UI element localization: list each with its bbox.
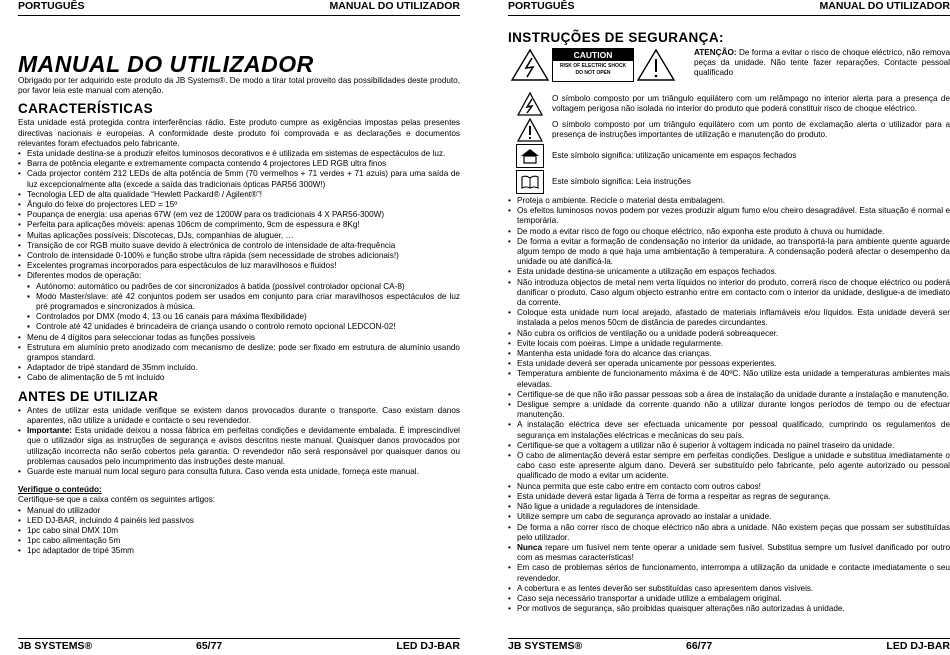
- footer-brand: JB SYSTEMS®: [508, 640, 583, 652]
- caution-block: [508, 48, 950, 90]
- attention-text: ATENÇÃO: De forma a evitar o risco de choque eléctrico, não remova peças da unidade. Não tente fazer reparações. Contacte pessoal qualificado: [694, 48, 950, 78]
- check-contents-intro: Certifique-se que a caixa contém os seguintes artigos:: [18, 495, 216, 505]
- list-item: • Esta unidade deverá ser operada unicamente por pessoas experientes.: [508, 359, 950, 369]
- caution-sign: [552, 48, 634, 82]
- list-item: • Manual do utilizador: [18, 506, 460, 516]
- list-item: ▪ Modo Master/slave: até 42 conjuntos podem ser usados em conjunto para criar maravilhosos espectáculos de luz pré programados e sincronizados à música.: [27, 292, 460, 312]
- list-item: • Perfeita para aplicações móveis: apenas 106cm de comprimento, 9cm de espessura e 8Kg!: [18, 220, 460, 230]
- list-item: • Esta unidade deverá estar ligada à Terra de forma a respeitar as regras de segurança.: [508, 492, 950, 502]
- caution-title: CAUTION: [553, 49, 633, 61]
- list-item: • 1pc cabo sinal DMX 10m: [18, 526, 460, 536]
- list-item: • Muitas aplicações possíveis: Discotecas, DJs, companhias de aluguer, …: [18, 231, 460, 241]
- list-item: • Utilize sempre um cabo de segurança aprovado ao instalar a unidade.: [508, 512, 950, 522]
- list-item: • Em caso de problemas sérios de funcionamento, interrompa a utilização da unidade e contacte imediatamente o seu revendedor.: [508, 563, 950, 583]
- list-item: • Proteja o ambiente. Recicle o material desta embalagem.: [508, 196, 950, 206]
- list-item: • 1pc adaptador de tripé 35mm: [18, 546, 460, 556]
- list-item: • Menu de 4 dígitos para seleccionar todas as funções possíveis: [18, 333, 460, 343]
- modes-list: [27, 282, 460, 333]
- list-item: • Diferentes modos de operação:: [18, 271, 460, 281]
- lightning-triangle-icon: [512, 50, 548, 80]
- footer-product: LED DJ-BAR: [886, 640, 950, 652]
- list-item: • Por motivos de segurança, são proibidas quaisquer alterações não autorizadas à unidade.: [508, 604, 950, 614]
- left-page: [0, 0, 460, 654]
- features-heading: CARACTERÍSTICAS: [18, 101, 154, 117]
- caution-line-2: DO NOT OPEN: [575, 69, 611, 76]
- before-use-list: [18, 406, 460, 477]
- left-body: [18, 16, 460, 636]
- symbol-text: O símbolo composto por um triângulo equilátero com um relâmpago no interior alerta para a presença de voltagem perigosa não isolada no interior do produto que poderá constituir risco de choque eléctrico.: [552, 93, 950, 113]
- list-item: • Importante: Esta unidade deixou a nossa fábrica em perfeitas condições e devidamente embalada. É imprescindível que o utilizador siga as instruções de segurança e avisos descritos neste manual. Quaisquer danos provocados por utilização incorrecta não serão cobertos pela garantia. O revendedor não será responsável por quaisquer danos ou problemas causados pelo incumprimento das instruções deste manual.: [18, 426, 460, 467]
- symbol-text: Este símbolo significa: Leia instruções: [552, 176, 691, 186]
- list-item: • Excelentes programas incorporados para espectáculos de luz maravilhosos e fluidos!: [18, 261, 460, 271]
- exclamation-triangle-icon: [517, 118, 543, 142]
- list-item: • Adaptador de tripé standard de 35mm incluído.: [18, 363, 460, 373]
- features-list-continued: [18, 333, 460, 384]
- check-contents-heading: Verifique o conteúdo:: [18, 485, 102, 495]
- list-item: • Tecnologia LED de alta qualidade “Hewlett Packard® / Agilent®”!: [18, 190, 460, 200]
- list-item: • Certifique-se que a voltagem a utilizar não é superior à voltagem indicada no painel traseiro da unidade.: [508, 441, 950, 451]
- header-title: MANUAL DO UTILIZADOR: [329, 0, 460, 12]
- list-item: • Os efeitos luminosos novos podem por vezes produzir algum fumo e/ou cheiro desagradável. Esta situação é normal e temporária.: [508, 206, 950, 226]
- list-item: • Nunca permita que este cabo entre em contacto com outros cabos!: [508, 482, 950, 492]
- footer-page-number: 65/77: [196, 640, 223, 652]
- list-item: • Caso seja necessário transportar a unidade utilize a embalagem original.: [508, 594, 950, 604]
- header-language: PORTUGUÊS: [18, 0, 85, 12]
- list-item: • Esta unidade destina-se a produzir efeitos luminosos decorativos e é utilizada em sistemas de espectáculos de luz.: [18, 149, 460, 159]
- list-item: • Cada projector contém 212 LEDs de alta potência de 5mm (70 vermelhos + 71 verdes + 71 azuis) para uma saída de luz excepcionalmente alta (excede a saída das tradicionais ópticas PAR56 300W!): [18, 169, 460, 189]
- list-item: • 1pc cabo alimentação 5m: [18, 536, 460, 546]
- list-item: • Antes de utilizar esta unidade verifique se existem danos provocados durante o transporte. Caso existam danos aparentes, não utilize a unidade e contacte o seu revendedor.: [18, 406, 460, 426]
- list-item: • Desligue sempre a unidade da corrente quando não a utilizar durante longos períodos de tempo ou de efectuar manutenção.: [508, 400, 950, 420]
- contents-list: [18, 506, 460, 557]
- list-item: • Coloque esta unidade num local arejado, afastado de materiais inflamáveis e/ou líquidos. Esta unidade deverá ser instalada a pelos menos 50cm de distância de paredes circundantes.: [508, 308, 950, 328]
- list-item: • Transição de cor RGB muito suave devido à electrónica de controlo de intensidade de alta-frequência: [18, 241, 460, 251]
- list-item: • Esta unidade destina-se unicamente a utilização em espaços fechados.: [508, 267, 950, 277]
- list-item: • Nunca repare um fusível nem tente operar a unidade sem fusível. Substitua sempre um fusível danificado por outro com as mesmas características!: [508, 543, 950, 563]
- list-item: • Não introduza objectos de metal nem verta líquidos no interior do produto, correrá risco de choque eléctrico ou poderá danificar o produto. Caso algum objecto estranho entre em contacto com o interior da unidade, desligue-a de imediato da corrente.: [508, 278, 950, 309]
- list-item: • Evite locais com poeiras. Limpe a unidade regularmente.: [508, 339, 950, 349]
- list-item: • LED DJ-BAR, incluindo 4 painéis led passivos: [18, 516, 460, 526]
- header-title: MANUAL DO UTILIZADOR: [819, 0, 950, 12]
- page-header: [508, 0, 950, 16]
- list-item: • Não ligue a unidade a reguladores de intensidade.: [508, 502, 950, 512]
- page-header: [18, 0, 460, 16]
- list-item: • O cabo de alimentação deverá estar sempre em perfeitas condições. Desligue a unidade e substitua imediatamente o cabo caso este apresente algum dano. Deverá ser substituído pelo fabricante, pelo agente autorizado ou pessoal qualificado de modo a evitar um acidente.: [508, 451, 950, 482]
- page-footer: [508, 638, 950, 655]
- list-item: • De modo a evitar risco de fogo ou choque eléctrico, não exponha este produto à chuva ou humidade.: [508, 227, 950, 237]
- list-item: ▪ Controle até 42 unidades é brincadeira de criança usando o controlo remoto opcional LEDCON-02!: [27, 322, 460, 332]
- symbol-row: [508, 170, 950, 194]
- symbol-text: O símbolo composto por um triângulo equilátero com um ponto de exclamação alerta o utilizador para a presença de instruções importantes de utilização e manutenção do produto.: [552, 119, 950, 139]
- safety-heading: INSTRUÇÕES DE SEGURANÇA:: [508, 30, 724, 45]
- list-item: • De forma a evitar a formação de condensação no interior da unidade, ao transportá-la para ambiente quente aguarde algum tempo de modo a que haja uma ambientação à temperatura. A condensação poderá afectar o desempenho da unidade ou até danificá-la.: [508, 237, 950, 268]
- footer-product: LED DJ-BAR: [396, 640, 460, 652]
- list-item: • Barra de potência elegante e extremamente compacta contendo 4 projectores LED RGB ultra finos: [18, 159, 460, 169]
- right-page: [490, 0, 950, 654]
- symbol-row: [508, 92, 950, 116]
- list-item: • Poupança de energia: usa apenas 67W (em vez de 1200W para os tradicionais 4 X PAR56-300W): [18, 210, 460, 220]
- caution-label: [508, 48, 694, 90]
- symbol-text: Este símbolo significa: utilização unicamente em espaços fechados: [552, 150, 797, 160]
- page-footer: [18, 638, 460, 655]
- before-use-heading: ANTES DE UTILIZAR: [18, 388, 159, 404]
- lightning-triangle-icon: [517, 92, 543, 116]
- manual-title: MANUAL DO UTILIZADOR: [18, 51, 314, 77]
- list-item: • Mantenha esta unidade fora do alcance das crianças.: [508, 349, 950, 359]
- footer-page-number: 66/77: [686, 640, 713, 652]
- caution-line-1: RISK OF ELECTRIC SHOCK: [559, 63, 627, 69]
- list-item: • A instalação eléctrica deve ser efectuada unicamente por pessoal qualificado, cumprindo os regulamentos de segurança em instalações eléctricas e mecânicas do seu país.: [508, 420, 950, 440]
- symbol-row: [508, 118, 950, 142]
- right-body: [508, 16, 950, 636]
- list-item: • De forma a não correr risco de choque eléctrico não abra a unidade. Não existem peças que possam ser substituídas pelo utilizador.: [508, 523, 950, 543]
- intro-text: Obrigado por ter adquirido este produto da JB Systems®. De modo a tirar total proveito das possibilidades deste produto, por favor leia este manual com atenção.: [18, 76, 460, 96]
- list-item: • Certifique-se de que não irão passar pessoas sob a área de instalação da unidade durante a instalação e manutenção.: [508, 390, 950, 400]
- house-icon: [520, 148, 540, 164]
- list-item: ▪ Autónomo: automático ou padrões de cor sincronizados à batida (possível controlador opcional CA-8): [27, 282, 460, 292]
- list-item: • Estrutura em alumínio preto anodizado com mecanismo de deslize: pode ser fixado em estrutura de alumínio usando grampos standard.: [18, 343, 460, 363]
- safety-rules-list: [508, 196, 950, 614]
- list-item: • Guarde este manual num local seguro para consulta futura. Caso venda esta unidade, forneça este manual.: [18, 467, 460, 477]
- book-icon: [520, 174, 540, 190]
- list-item: • Controlo de intensidade 0-100% e função strobe ultra rápida (sem necessidade de strobes adicionais!): [18, 251, 460, 261]
- features-intro: Esta unidade está protegida contra interferências rádio. Este produto cumpre as exigências impostas pelas presentes directivas nacionais e europeias. A conformidade deste produto foi comprovada e as declarações e documentos relevantes foram efectuados pelo fabricante.: [18, 118, 460, 148]
- list-item: • Ângulo do feixe do projectores LED = 15º: [18, 200, 460, 210]
- symbol-row: [508, 144, 950, 168]
- list-item: • Temperatura ambiente de funcionamento máxima é de 40ºC. Não utilize esta unidade a temperaturas ambientes mais elevadas.: [508, 369, 950, 389]
- list-item: • Cabo de alimentação de 5 mt incluído: [18, 373, 460, 383]
- features-list: [18, 149, 460, 282]
- list-item: • Não cubra os orifícios de ventilação ou a unidade poderá sobreaquecer.: [508, 329, 950, 339]
- list-item: ▪ Controlados por DMX (modo 4, 13 ou 16 canais para máxima flexibilidade): [27, 312, 460, 322]
- header-language: PORTUGUÊS: [508, 0, 575, 12]
- list-item: • A cobertura e as lentes deverão ser substituídas caso apresentem danos visíveis.: [508, 584, 950, 594]
- footer-brand: JB SYSTEMS®: [18, 640, 93, 652]
